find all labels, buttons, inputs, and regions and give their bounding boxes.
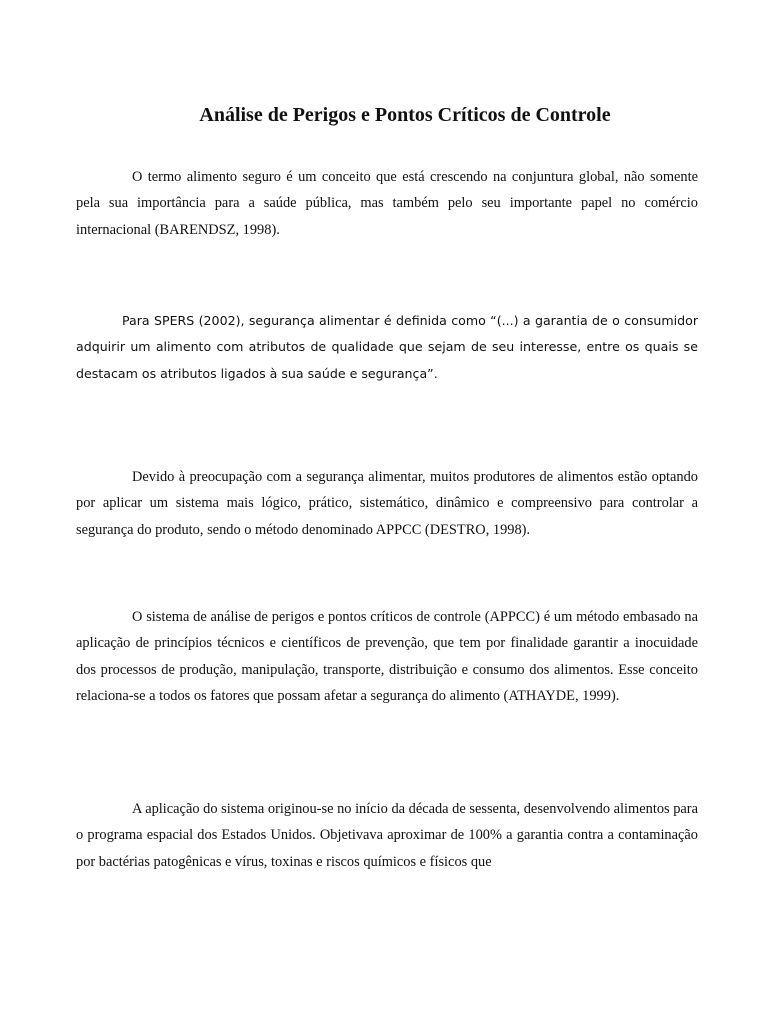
document-title: Análise de Perigos e Pontos Críticos de Controle — [199, 104, 611, 126]
paragraph-spers-definition: Para SPERS (2002), segurança alimentar é definida como “(...) a garantia de o consumidor adquirir um alimento com atributos de qualidade que sejam de seu interesse, entre os quais se destacam os atributos ligados à sua saúde e segurança”. — [76, 313, 698, 381]
paragraph-system-origin: A aplicação do sistema originou-se no início da década de sessenta, desenvolvendo alimentos para o programa espacial dos Estados Unidos. Objetivava aproximar de 100% a garantia contra a contaminação por bactérias patogênicas e vírus, toxinas e riscos químicos e físicos que — [76, 801, 698, 870]
paragraph-appcc-adoption: Devido à preocupação com a segurança alimentar, muitos produtores de alimentos estão optando por aplicar um sistema mais lógico, prático, sistemático, dinâmico e compreensivo para controlar a segurança do produto, sendo o método denominado APPCC (DESTRO, 1998). — [76, 469, 698, 538]
paragraph-food-safety-concept: O termo alimento seguro é um conceito que está crescendo na conjuntura global, não somente pela sua importância para a saúde pública, mas também pelo seu importante papel no comércio internacional (BARENDSZ, 1998). — [76, 169, 698, 238]
paragraph-appcc-system: O sistema de análise de perigos e pontos críticos de controle (APPCC) é um método embasado na aplicação de princípios técnicos e científicos de prevenção, que tem por finalidade garantir a inocuidade dos processos de produção, manipulação, transporte, distribuição e consumo dos alimentos. Esse conceito relaciona-se a todos os fatores que possam afetar a segurança do alimento (ATHAYDE, 1999). — [76, 609, 698, 705]
